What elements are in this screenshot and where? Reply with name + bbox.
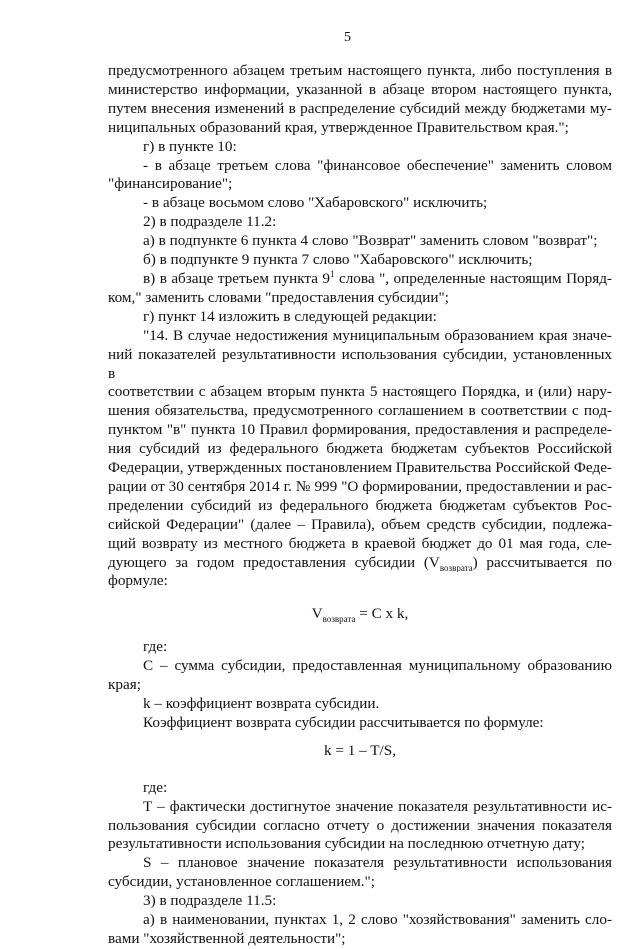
formula-rest: = C x k, [355, 605, 409, 623]
text-line: ком," заменить словами "предоставления субсидии"; [108, 288, 449, 306]
text-line: Федерации, утвержденных постановлением Правительства Российской Феде- [108, 459, 612, 477]
text-line: 3) в подразделе 11.5: [143, 892, 277, 910]
text-fragment: дующего за годом предоставления субсидии (V [108, 553, 440, 571]
superscript: 1 [330, 269, 335, 279]
text-line: пользования субсидии согласно отчету о достижении значения показателя [108, 816, 612, 834]
text-line: 2) в подразделе 11.2: [143, 213, 277, 231]
text-line: - в абзаце восьмом слово "Хабаровского" исключить; [143, 194, 488, 212]
text-line: г) в пункте 10: [143, 137, 237, 155]
text-line: края; [108, 676, 141, 694]
formula-variable: V [311, 605, 323, 623]
text-line: k – коэффициент возврата субсидии. [143, 695, 380, 712]
text-line: C – сумма субсидии, предоставленная муниципальному образованию [143, 657, 612, 675]
text-fragment: ) рассчитывается по [472, 553, 612, 571]
text-line: а) в подпункте 6 пункта 4 слово "Возврат" заменить словом "возврат"; [143, 232, 598, 250]
formula-subscript: возврата [322, 614, 356, 625]
text-line: министерство информации, указанной в абзаце втором настоящего пункта, [108, 80, 612, 98]
text-line: результативности использования субсидии на последнюю отчетную дату; [108, 835, 586, 853]
text-line: S – плановое значение показателя результативности использования [143, 854, 612, 872]
text-line: щий возврату из местного бюджета в краевой бюджет до 01 мая года, сле- [108, 534, 612, 552]
text-line: предусмотренного абзацем третьим настоящего пункта, либо поступления в [108, 62, 612, 79]
text-line: рации от 30 сентября 2014 г. № 999 "О формировании, предоставлении и рас- [108, 477, 612, 495]
text-line: формуле: [108, 572, 168, 590]
text-line: ния субсидий из федерального бюджета бюджетам субъектов Российской [108, 440, 612, 458]
page-number: 5 [344, 30, 351, 45]
subscript: возврата [439, 562, 473, 573]
text-line: пределении субсидий из федерального бюджета бюджетам субъектов Рос- [108, 496, 612, 514]
text-line-with-subscript [108, 554, 612, 573]
text-line: где: [143, 778, 168, 796]
text-line: г) пункт 14 изложить в следующей редакции: [143, 307, 437, 325]
text-line: ниципальных образований края, утвержденное Правительством края."; [108, 118, 569, 136]
text-line-with-superscript [108, 270, 612, 289]
text-line: шения обязательства, предусмотренного соглашением в соответствии с под- [108, 402, 612, 420]
text-line: сийской Федерации" (далее – Правила), объем средств субсидии, подлежа- [108, 515, 612, 533]
formula-return-volume [108, 605, 612, 624]
text-line: соответствии с абзацем вторым пункта 5 настоящего Порядка, и (или) нару- [108, 383, 612, 401]
text-line: б) в подпункте 9 пункта 7 слово "Хабаровского" исключить; [143, 251, 533, 269]
text-line: "14. В случае недостижения муниципальным образованием края значе- [143, 326, 612, 344]
text-line: Коэффициент возврата субсидии рассчитывается по формуле: [143, 713, 544, 731]
text-line: где: [143, 638, 168, 656]
text-line: путем внесения изменений в распределение субсидий между бюджетами му- [108, 99, 612, 117]
text-line: "финансирование"; [108, 175, 233, 193]
text-line: а) в наименовании, пунктах 1, 2 слово "хозяйствования" заменить сло- [143, 911, 612, 929]
text-line: ний показателей результативности использования субсидии, установленных в [108, 345, 612, 382]
text-line: субсидии, установленное соглашением."; [108, 873, 375, 891]
text-line: - в абзаце третьем слова "финансовое обеспечение" заменить словом [143, 156, 612, 174]
text-line: вами "хозяйственной деятельности"; [108, 929, 346, 947]
text-line: пунктом "в" пункта 10 Правил формирования, предоставления и распределе- [108, 421, 612, 439]
text-line: T – фактически достигнутое значение показателя результативности ис- [143, 797, 612, 815]
text-fragment: слова ", определенные настоящим Поряд- [334, 269, 612, 287]
text-fragment: в) в абзаце третьем пункта 9 [143, 269, 331, 287]
formula-coefficient: k = 1 – T/S, [324, 741, 396, 759]
